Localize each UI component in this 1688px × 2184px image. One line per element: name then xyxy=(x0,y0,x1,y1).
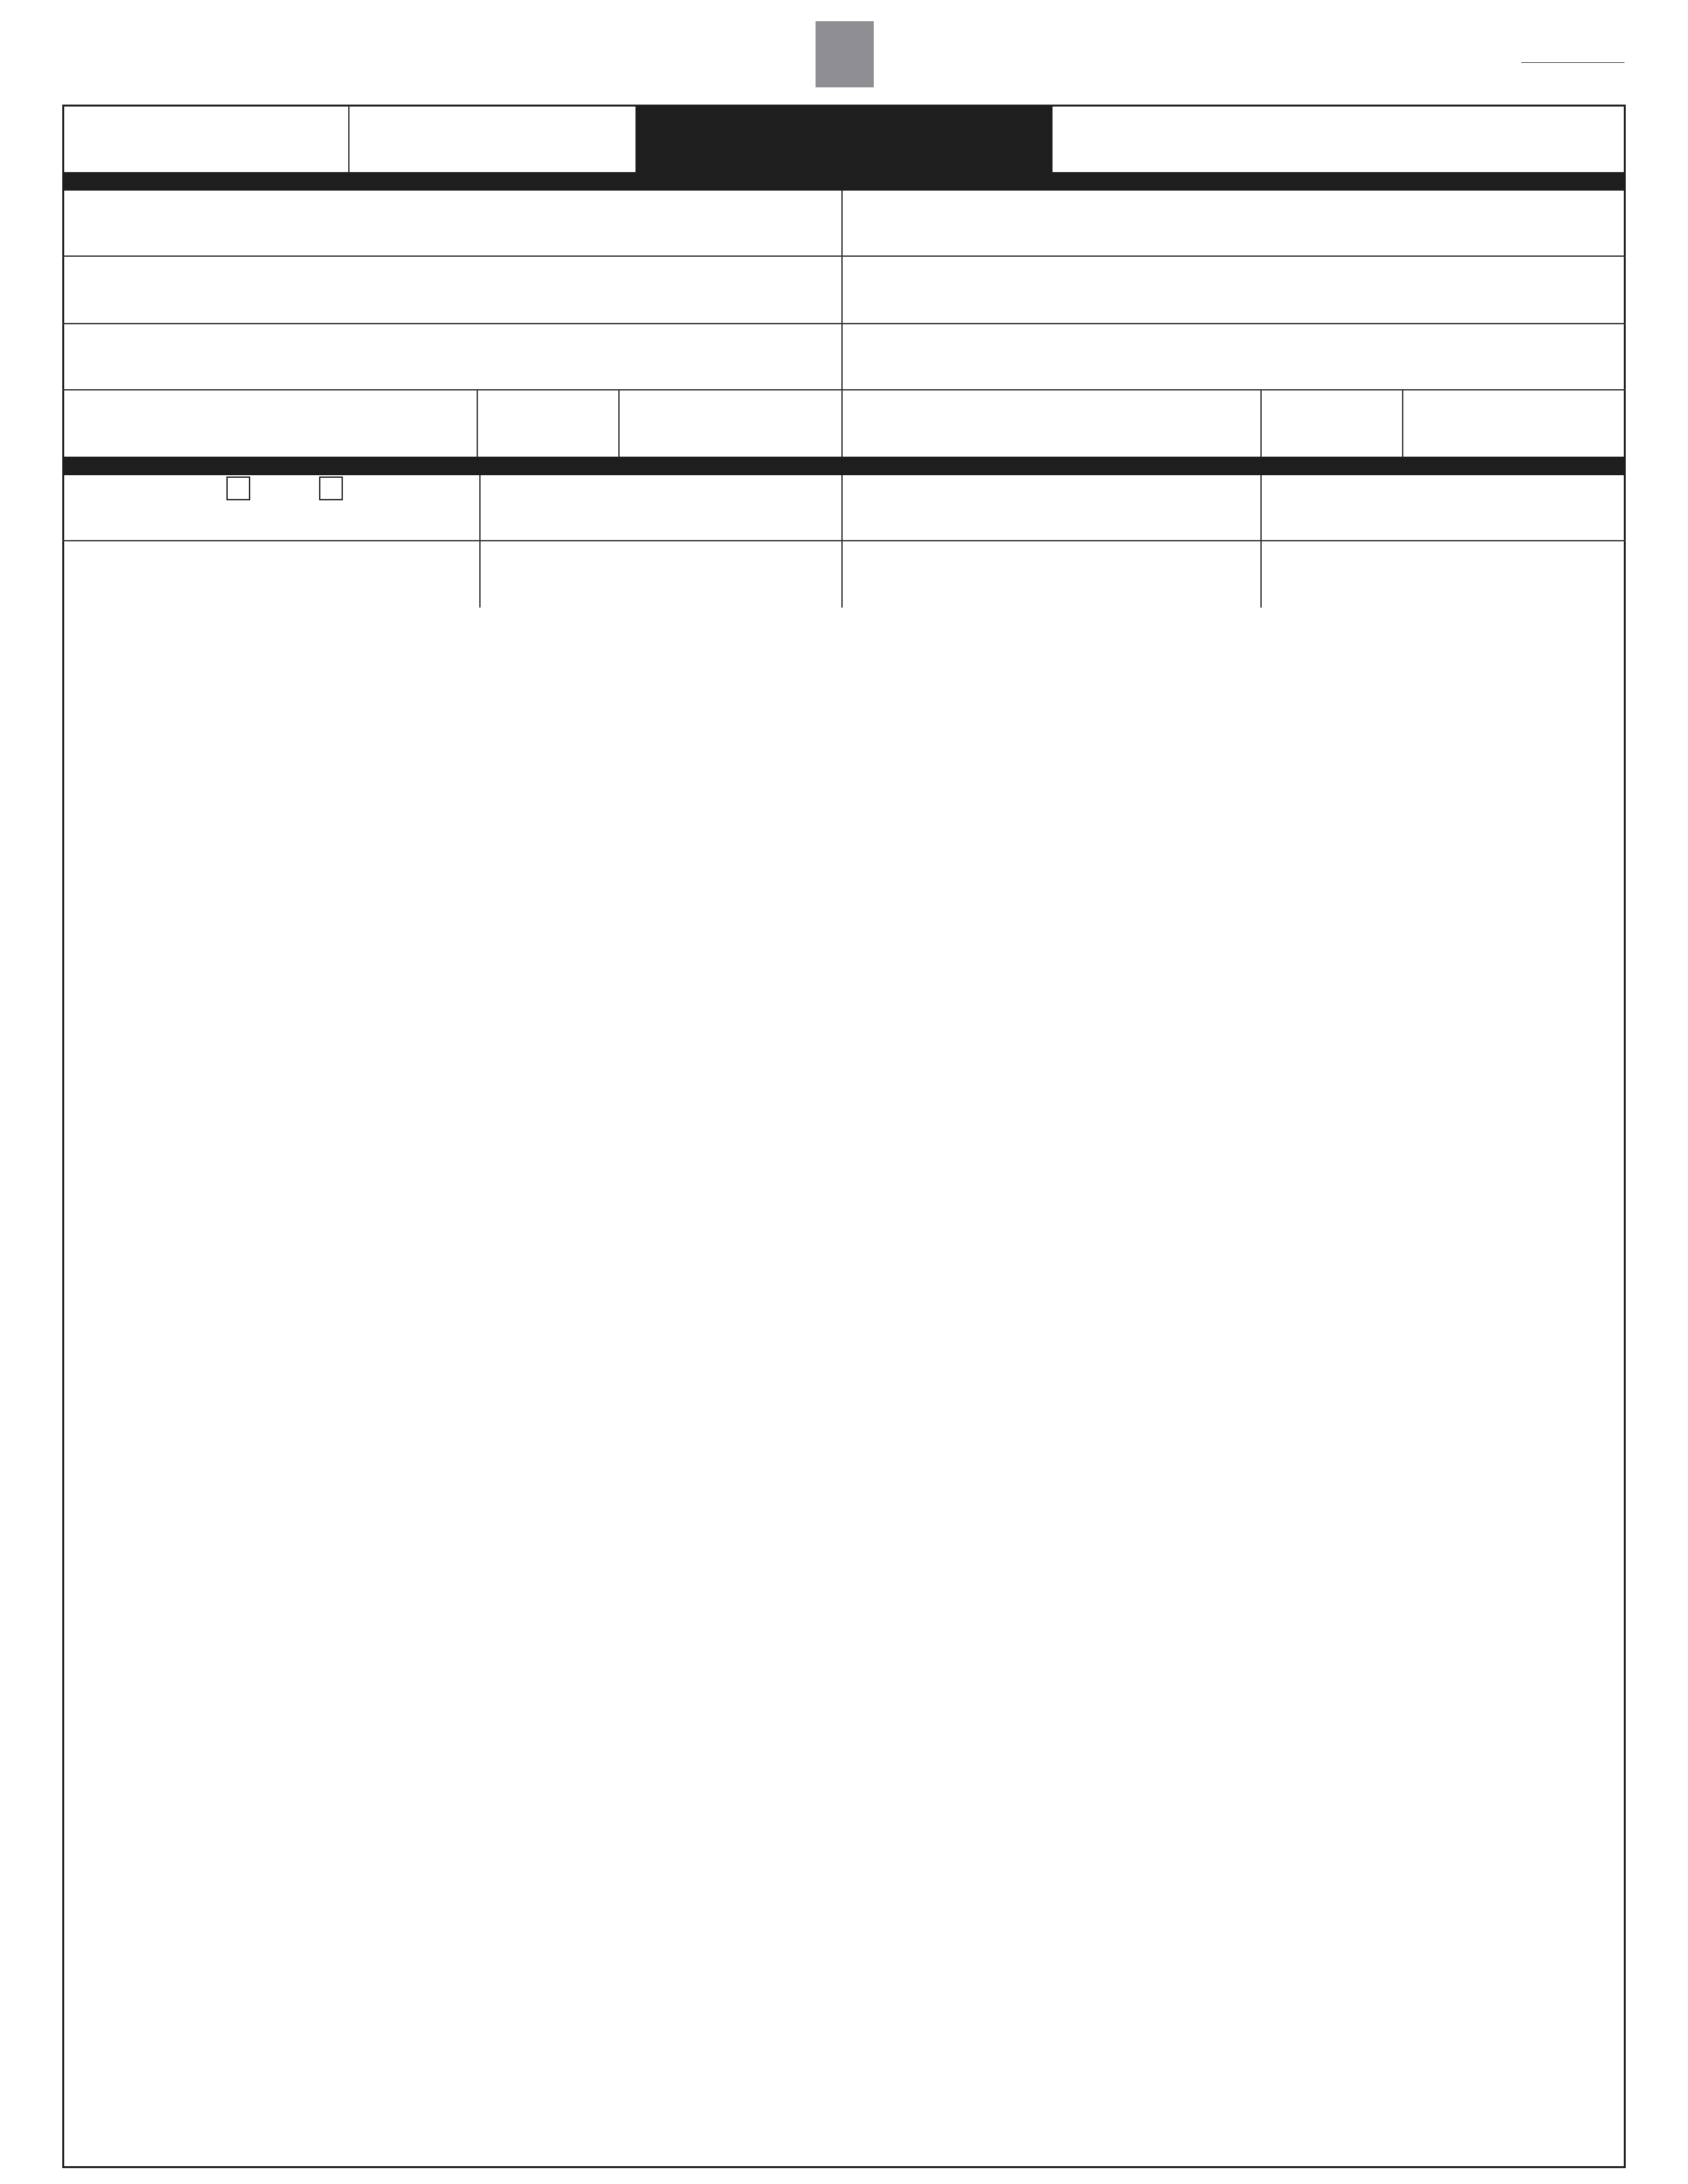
bill-ship-bar xyxy=(62,172,1626,191)
company-logo xyxy=(669,20,1026,89)
logo-mark xyxy=(816,21,874,87)
ship-to-heading xyxy=(842,172,1626,191)
bill-to-heading xyxy=(62,172,842,191)
buyer-info-heading xyxy=(62,457,842,475)
accounts-payable-heading xyxy=(842,457,1626,475)
page-title xyxy=(635,106,1053,172)
form-border xyxy=(62,105,1626,2168)
date-field[interactable] xyxy=(1521,62,1624,63)
buyer-ap-bar xyxy=(62,457,1626,475)
owner-checkbox[interactable] xyxy=(226,477,250,500)
buyer-checkbox[interactable] xyxy=(319,477,343,500)
